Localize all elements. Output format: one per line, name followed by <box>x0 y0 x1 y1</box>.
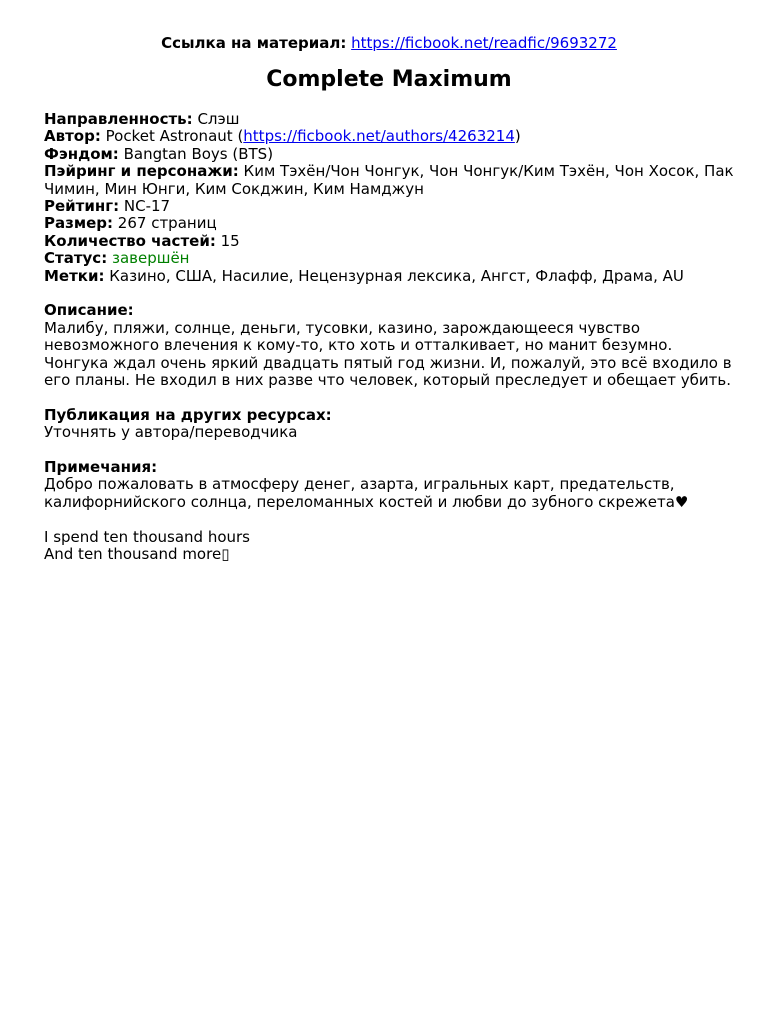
size-label: Размер: <box>44 214 114 233</box>
author-row <box>44 128 734 145</box>
size-row <box>44 215 734 232</box>
publication-section <box>44 407 734 442</box>
author-name: Pocket Astronaut <box>105 127 233 146</box>
rating-label: Рейтинг: <box>44 197 120 216</box>
rating-row <box>44 198 734 215</box>
document-page <box>44 33 734 564</box>
publication-heading: Публикация на других ресурсах: <box>44 405 332 424</box>
tags-label: Метки: <box>44 266 105 285</box>
pairing-label: Пэйринг и персонажи: <box>44 162 239 181</box>
parts-value: 15 <box>220 231 240 250</box>
parts-label: Количество частей: <box>44 231 216 250</box>
notes-heading: Примечания: <box>44 458 158 477</box>
rating-value: NC-17 <box>123 197 171 216</box>
description-heading: Описание: <box>44 301 134 320</box>
notes-line-1: I spend ten thousand hours <box>44 527 250 546</box>
document-title: Complete Maximum <box>266 67 512 92</box>
notes-text: Добро пожаловать в атмосферу денег, азарта, игральных карт, предательств, калифорнийского солнца, переломанных костей и любви до зубного скрежета♥ <box>44 475 689 511</box>
direction-row <box>44 111 734 128</box>
notes-section <box>44 459 734 563</box>
notes-spacer <box>44 511 734 528</box>
tags-value: Казино, США, Насилие, Нецензурная лексика, Ангст, Флафф, Драма, AU <box>109 266 684 285</box>
author-paren-close: ) <box>514 127 521 146</box>
fandom-label: Фэндом: <box>44 144 119 163</box>
metadata-block <box>44 111 734 285</box>
pairing-row <box>44 163 734 198</box>
parts-row <box>44 233 734 250</box>
tags-row <box>44 268 734 285</box>
status-label: Статус: <box>44 249 108 268</box>
size-value: 267 страниц <box>117 214 217 233</box>
source-link[interactable]: https://ficbook.net/readfic/9693272 <box>351 34 617 52</box>
author-paren-open: ( <box>237 127 244 146</box>
description-text: Малибу, пляжи, солнце, деньги, тусовки, казино, зарождающееся чувство невозможного влечения к кому-то, кто хоть и отталкивает, но манит безумно. Чонгука ждал очень яркий двадцать пятый год жизни. И, пожалуй, это всё входило в его планы. Не входил в них разве что человек, который преследует и обещает убить. <box>44 318 732 390</box>
missing-glyph-icon: ▯ <box>221 545 230 564</box>
notes-line-2-text: And ten thousand more <box>44 545 222 564</box>
author-link[interactable]: https://ficbook.net/authors/4263214 <box>243 127 515 146</box>
direction-label: Направленность: <box>44 110 193 128</box>
source-line <box>44 33 734 53</box>
fandom-row <box>44 146 734 163</box>
notes-line-2 <box>44 546 734 563</box>
status-value: завершён <box>111 249 190 268</box>
status-row <box>44 250 734 267</box>
fandom-value: Bangtan Boys (BTS) <box>123 144 274 163</box>
publication-text: Уточнять у автора/переводчика <box>44 423 298 442</box>
pairing-value: Ким Тэхён/Чон Чонгук, Чон Чонгук/Ким Тэхён, Чон Хосок, Пак Чимин, Мин Юнги, Ким Сокджин, Ким Намджун <box>44 162 734 198</box>
direction-value: Слэш <box>197 110 240 128</box>
description-section <box>44 302 734 389</box>
author-label: Автор: <box>44 127 101 146</box>
source-label: Ссылка на материал: <box>161 34 347 52</box>
